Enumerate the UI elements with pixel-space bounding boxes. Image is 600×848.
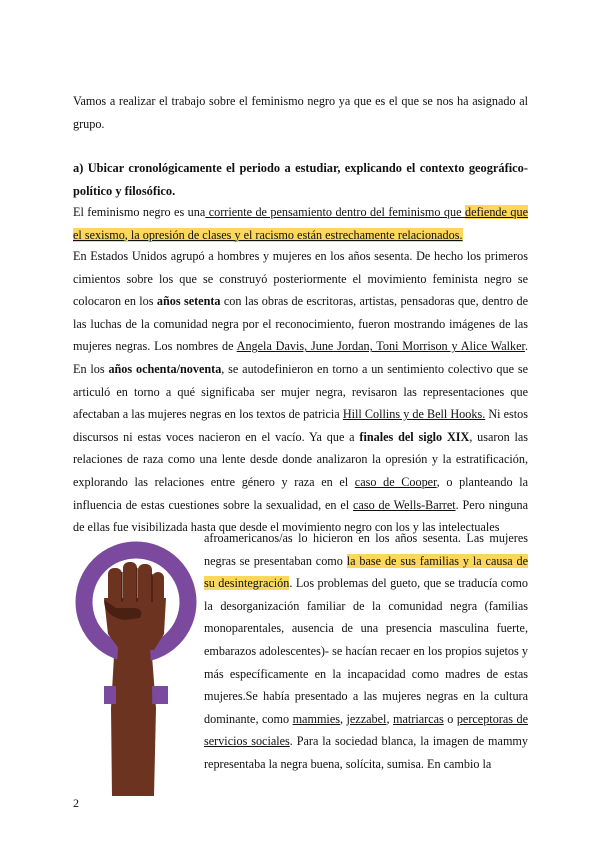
section-heading: a) Ubicar cronológicamente el periodo a estudiar, explicando el contexto geográfico-político y filosófico.: [73, 161, 528, 198]
underlined-text: Angela Davis, June Jordan, Toni Morrison y Alice Walker: [236, 339, 525, 354]
text-run: . Pero ninguna de ellas fue visibilizada hasta que desde el movimiento negro con los y las intelectuales: [73, 497, 528, 535]
bold-text: finales del siglo XIX: [359, 429, 470, 444]
underlined-text: corriente de pensamiento dentro del feminismo que: [205, 205, 465, 219]
page-number: 2: [73, 796, 79, 810]
paragraph-history: [73, 245, 528, 539]
text-run: . Para la sociedad blanca, la imagen de mammy representaba la negra buena, solícita, sumisa. En cambio la: [204, 734, 528, 771]
underlined-text: Hill Collins y de Bell Hooks.: [342, 407, 486, 422]
highlighted-text: defiende que el sexismo, la opresión de clases y el racismo están estrechamente relacionados.: [73, 205, 528, 242]
text-run: afroamericanos/as lo hicieron en los años sesenta. Las mujeres negras se presentaban como: [204, 531, 528, 568]
underlined-text: caso de Cooper: [354, 474, 437, 489]
highlighted-text: la base de sus familias y la causa de su desintegración: [204, 553, 528, 591]
text-run: , se autodefinieron en torno a un sentimiento colectivo que se articuló en torno a qué significaba ser mujer negra, revisaron las representaciones que afectaban a las mujeres negras en los textos de patricia: [73, 361, 529, 422]
underlined-text: jezzabel: [346, 711, 387, 726]
text-run: , usaron las relaciones de raza como una lente desde donde analizaron la opresión y la estratificación, explorando las relaciones entre género y raza en el: [73, 429, 529, 489]
bold-text: años setenta: [156, 294, 221, 309]
text-run: con las obras de escritoras, artistas, pensadoras que, dentro de las luchas de la comunidad negra por el reconocimiento, fueron mostrando imágenes de las mujeres negras. Los nombres de: [73, 294, 529, 354]
fist-shape: [104, 562, 166, 650]
text-run: En Estados Unidos agrupó a hombres y mujeres en los años sesenta. De hecho los primeros cimientos sobre los que se construyó posteriormente el movimiento feminista negro se colocaron en los: [73, 249, 528, 309]
underlined-text: matriarcas: [392, 711, 444, 726]
feminist-fist-icon: [74, 538, 199, 798]
text-run: El feminismo negro es una: [73, 205, 206, 219]
paragraph-definition: [73, 201, 528, 246]
underlined-text: mammies: [292, 711, 340, 726]
text-run: Ni estos discursos ni estas voces nacieron en el vacío. Ya que a: [73, 407, 528, 444]
underlined-text: caso de Wells-Barret: [353, 497, 456, 512]
text-run: ,: [339, 711, 347, 726]
text-run: . En los: [73, 339, 528, 376]
underlined-text: perceptoras de servicios sociales: [204, 711, 528, 749]
paragraph-continued: [204, 527, 528, 776]
text-run: . Los problemas del gueto, que se traducía como la desorganización familiar de la comunidad negra (familias monoparentales, ausencia de una presencia masculina fuerte, embarazos adolescentes)- se hacían recaer en los propios sujetos y más específicamente en la incapacidad como madres de estas mujeres.Se había presentado a las mujeres negras en la cultura dominante, como: [204, 576, 528, 726]
text-run: o: [443, 711, 457, 726]
bold-text: años ochenta/noventa: [108, 361, 222, 376]
text-run: , o planteando la influencia de estas cuestiones sobre la sexualidad, en el: [73, 474, 528, 512]
forearm-shape: [116, 646, 154, 796]
text-run: ,: [386, 711, 393, 726]
intro-paragraph: Vamos a realizar el trabajo sobre el feminismo negro ya que es el que se nos ha asignado al grupo.: [73, 94, 528, 131]
